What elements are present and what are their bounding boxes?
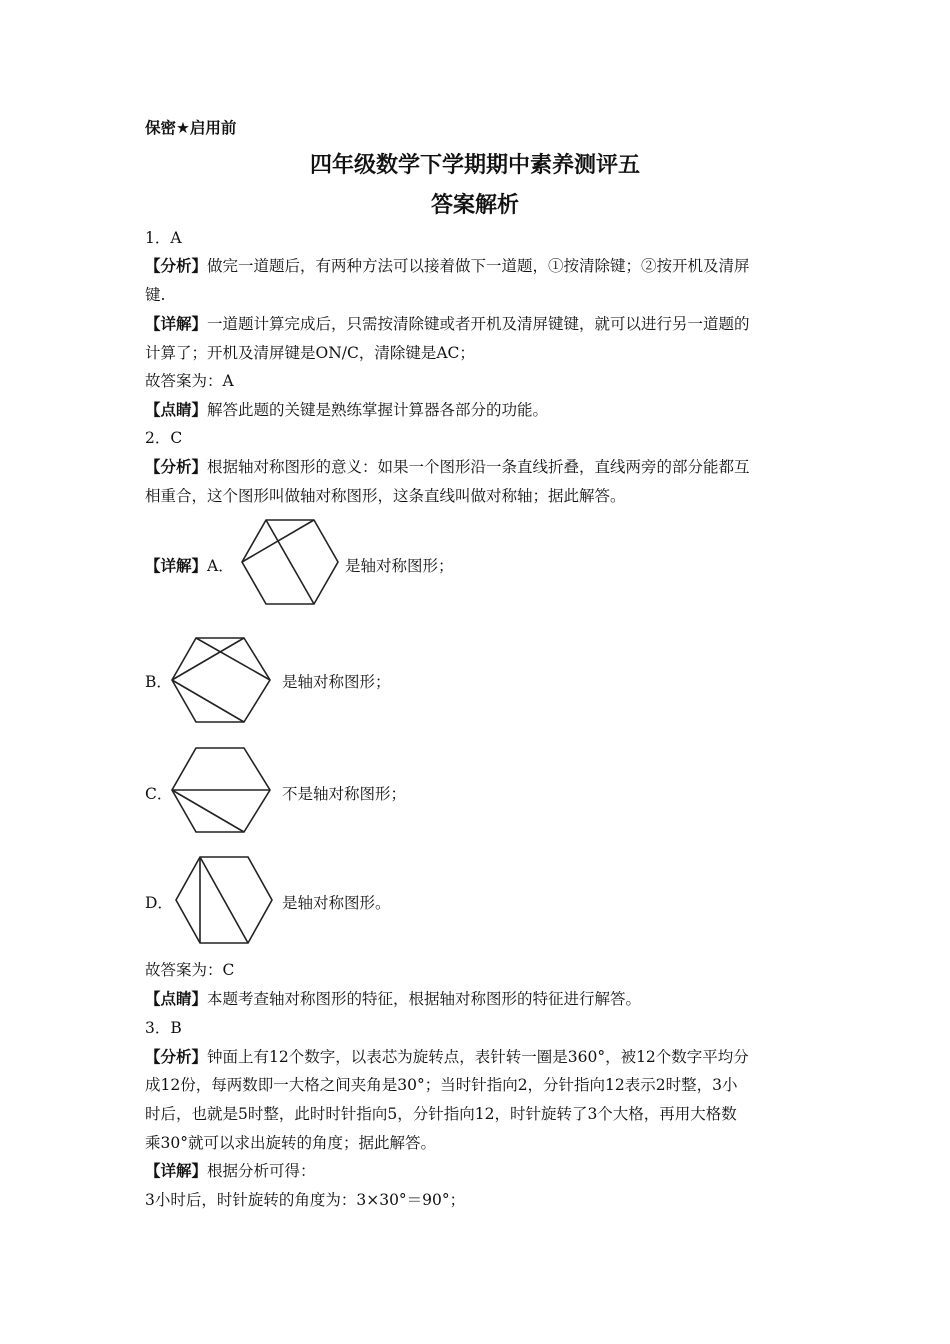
page-subtitle: 答案解析 (430, 193, 519, 218)
q1-number: 1．A (145, 229, 182, 247)
q3-analysis-line1 (145, 1047, 749, 1067)
diagonal-line (266, 520, 314, 604)
q2-point (145, 989, 641, 1009)
diagonal-line (172, 790, 244, 832)
option-a-label: A． (207, 557, 234, 575)
detail-tag: 【详解】 (145, 556, 208, 575)
confidential-label: 保密★启用前 (145, 119, 237, 137)
option-b-label: B． (145, 673, 172, 691)
q2-analysis-line2: 相重合，这个图形叫做轴对称图形，这条直线叫做对称轴；据此解答。 (145, 487, 626, 505)
page-title: 四年级数学下学期期中素养测评五 (309, 153, 640, 178)
q1-analysis-line2: 键. (145, 286, 166, 304)
q2-detail-option-a (145, 556, 234, 576)
q3-analysis-line2: 成12份，每两数即一大格之间夹角是30°；当时针指向2，分针指向12表示2时整，3小 (145, 1076, 738, 1094)
diagonal-line (172, 680, 244, 722)
point-tag: 【点睛】 (145, 400, 208, 419)
q1-detail-line2: 计算了；开机及清屏键是ON/C，清除键是AC； (145, 344, 475, 362)
hexagon-figure-c (168, 743, 278, 837)
q1-answer: 故答案为：A (145, 372, 234, 390)
q3-analysis-text1: 钟面上有12个数字，以表芯为旋转点，表针转一圈是360°，被12个数字平均分 (207, 1048, 749, 1066)
option-c-label: C． (145, 785, 173, 803)
option-a-text: 是轴对称图形； (345, 557, 454, 575)
q1-detail-text1: 一道题计算完成后，只需按清除键或者开机及清屏键键，就可以进行另一道题的 (207, 315, 750, 333)
option-d-label: D． (145, 894, 173, 912)
q3-detail-line2: 3小时后，时针旋转的角度为：3×30°＝90°； (145, 1191, 466, 1209)
q1-point-text: 解答此题的关键是熟练掌握计算器各部分的功能。 (207, 401, 549, 419)
analysis-tag: 【分析】 (145, 457, 208, 476)
q1-analysis-text1: 做完一道题后，有两种方法可以接着做下一道题，①按清除键；②按开机及清屏 (207, 257, 750, 275)
q2-point-text: 本题考查轴对称图形的特征，根据轴对称图形的特征进行解答。 (207, 990, 642, 1008)
q2-answer: 故答案为：C (145, 961, 235, 979)
hexagon-figure-a (238, 515, 344, 609)
point-tag: 【点睛】 (145, 989, 208, 1008)
q3-detail-line1 (145, 1161, 316, 1181)
q2-analysis-text1: 根据轴对称图形的意义：如果一个图形沿一条直线折叠，直线两旁的部分能都互 (207, 458, 750, 476)
q3-detail-text1: 根据分析可得： (207, 1162, 316, 1180)
option-b-text: 是轴对称图形； (282, 673, 391, 691)
hexagon-figure-d (170, 852, 278, 948)
option-c-text: 不是轴对称图形； (282, 785, 407, 803)
analysis-tag: 【分析】 (145, 1047, 208, 1066)
analysis-tag: 【分析】 (145, 256, 208, 275)
q3-analysis-line3: 时后，也就是5时整，此时时针指向5，分针指向12，时针旋转了3个大格，再用大格数 (145, 1105, 737, 1123)
detail-tag: 【详解】 (145, 1161, 208, 1180)
q2-number: 2．C (145, 429, 183, 447)
q3-number: 3．B (145, 1019, 182, 1037)
q3-analysis-line4: 乘30°就可以求出旋转的角度；据此解答。 (145, 1134, 436, 1152)
q1-detail-line1 (145, 314, 750, 334)
option-d-text: 是轴对称图形。 (282, 894, 391, 912)
q1-analysis-line1 (145, 256, 750, 276)
diagonal-line (200, 857, 248, 943)
q2-analysis-line1 (145, 457, 750, 477)
detail-tag: 【详解】 (145, 314, 208, 333)
hexagon-figure-b (168, 633, 278, 727)
q1-point (145, 400, 548, 420)
